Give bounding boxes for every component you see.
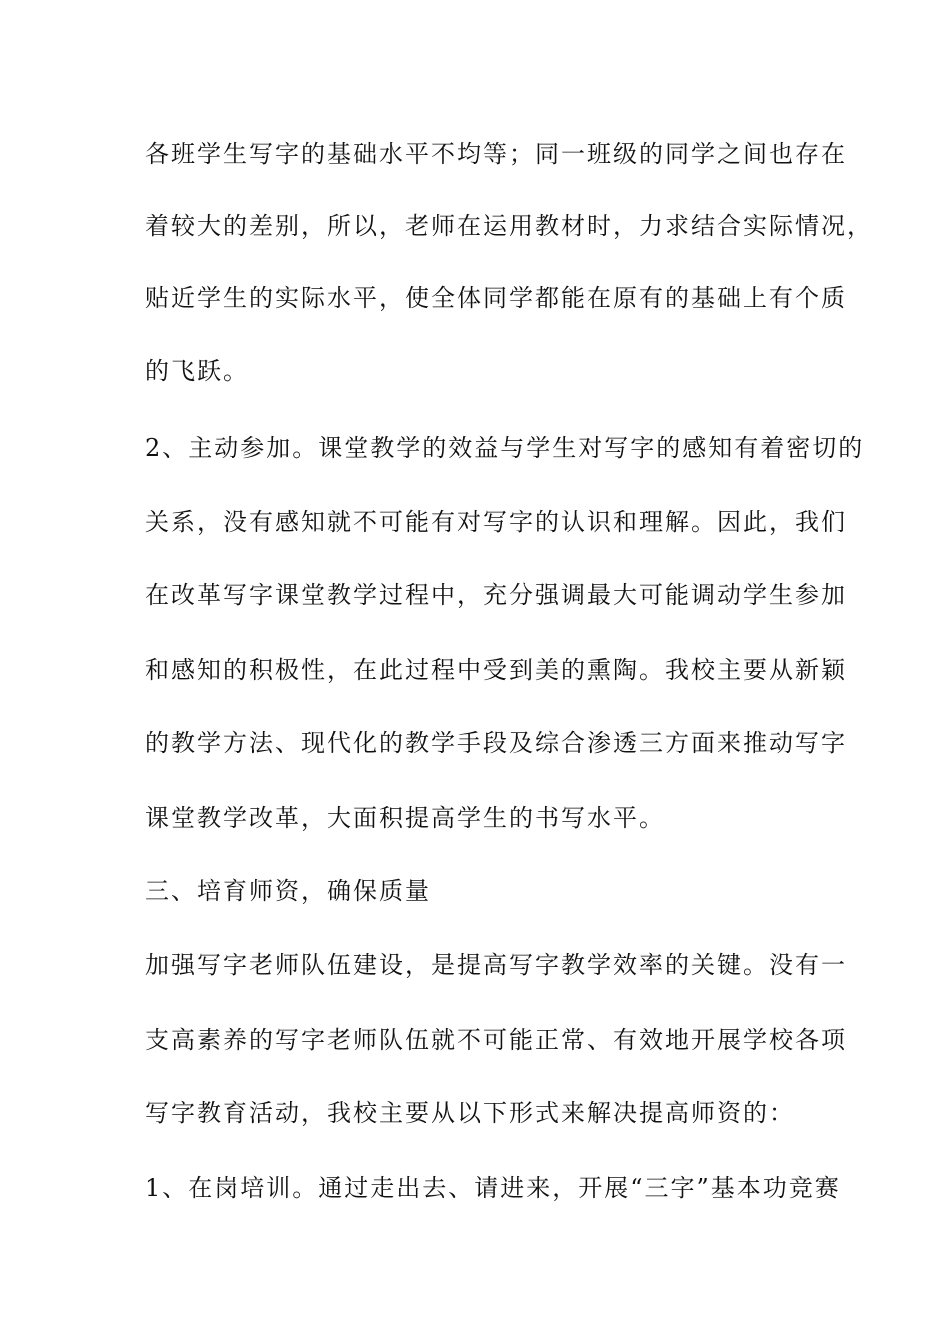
text-line: 2、主动参加。课堂教学的效益与学生对写字的感知有着密切的 (145, 434, 865, 462)
section-heading: 三、培育师资，确保质量 (145, 877, 431, 905)
text-line: 加强写字老师队伍建设，是提高写字教学效率的关键。没有一 (145, 951, 847, 979)
text-line: 贴近学生的实际水平，使全体同学都能在原有的基础上有个质 (145, 284, 847, 312)
text-line: 的教学方法、现代化的教学手段及综合渗透三方面来推动写字 (145, 729, 847, 757)
text-line: 各班学生写字的基础水平不均等；同一班级的同学之间也存在 (145, 140, 847, 168)
text-line: 写字教育活动，我校主要从以下形式来解决提高师资的： (145, 1099, 795, 1127)
text-line: 1、在岗培训。通过走出去、请进来，开展“三字”基本功竞赛 (145, 1174, 841, 1202)
text-line: 在改革写字课堂教学过程中，充分强调最大可能调动学生参加 (145, 581, 847, 609)
text-line: 着较大的差别，所以，老师在运用教材时，力求结合实际情况， (145, 212, 873, 240)
text-line: 关系，没有感知就不可能有对写字的认识和理解。因此，我们 (145, 508, 847, 536)
text-line: 和感知的积极性，在此过程中受到美的熏陶。我校主要从新颖 (145, 656, 847, 684)
text-line: 支高素养的写字老师队伍就不可能正常、有效地开展学校各项 (145, 1026, 847, 1054)
text-line: 课堂教学改革，大面积提高学生的书写水平。 (145, 804, 665, 832)
text-line: 的飞跃。 (145, 357, 249, 385)
